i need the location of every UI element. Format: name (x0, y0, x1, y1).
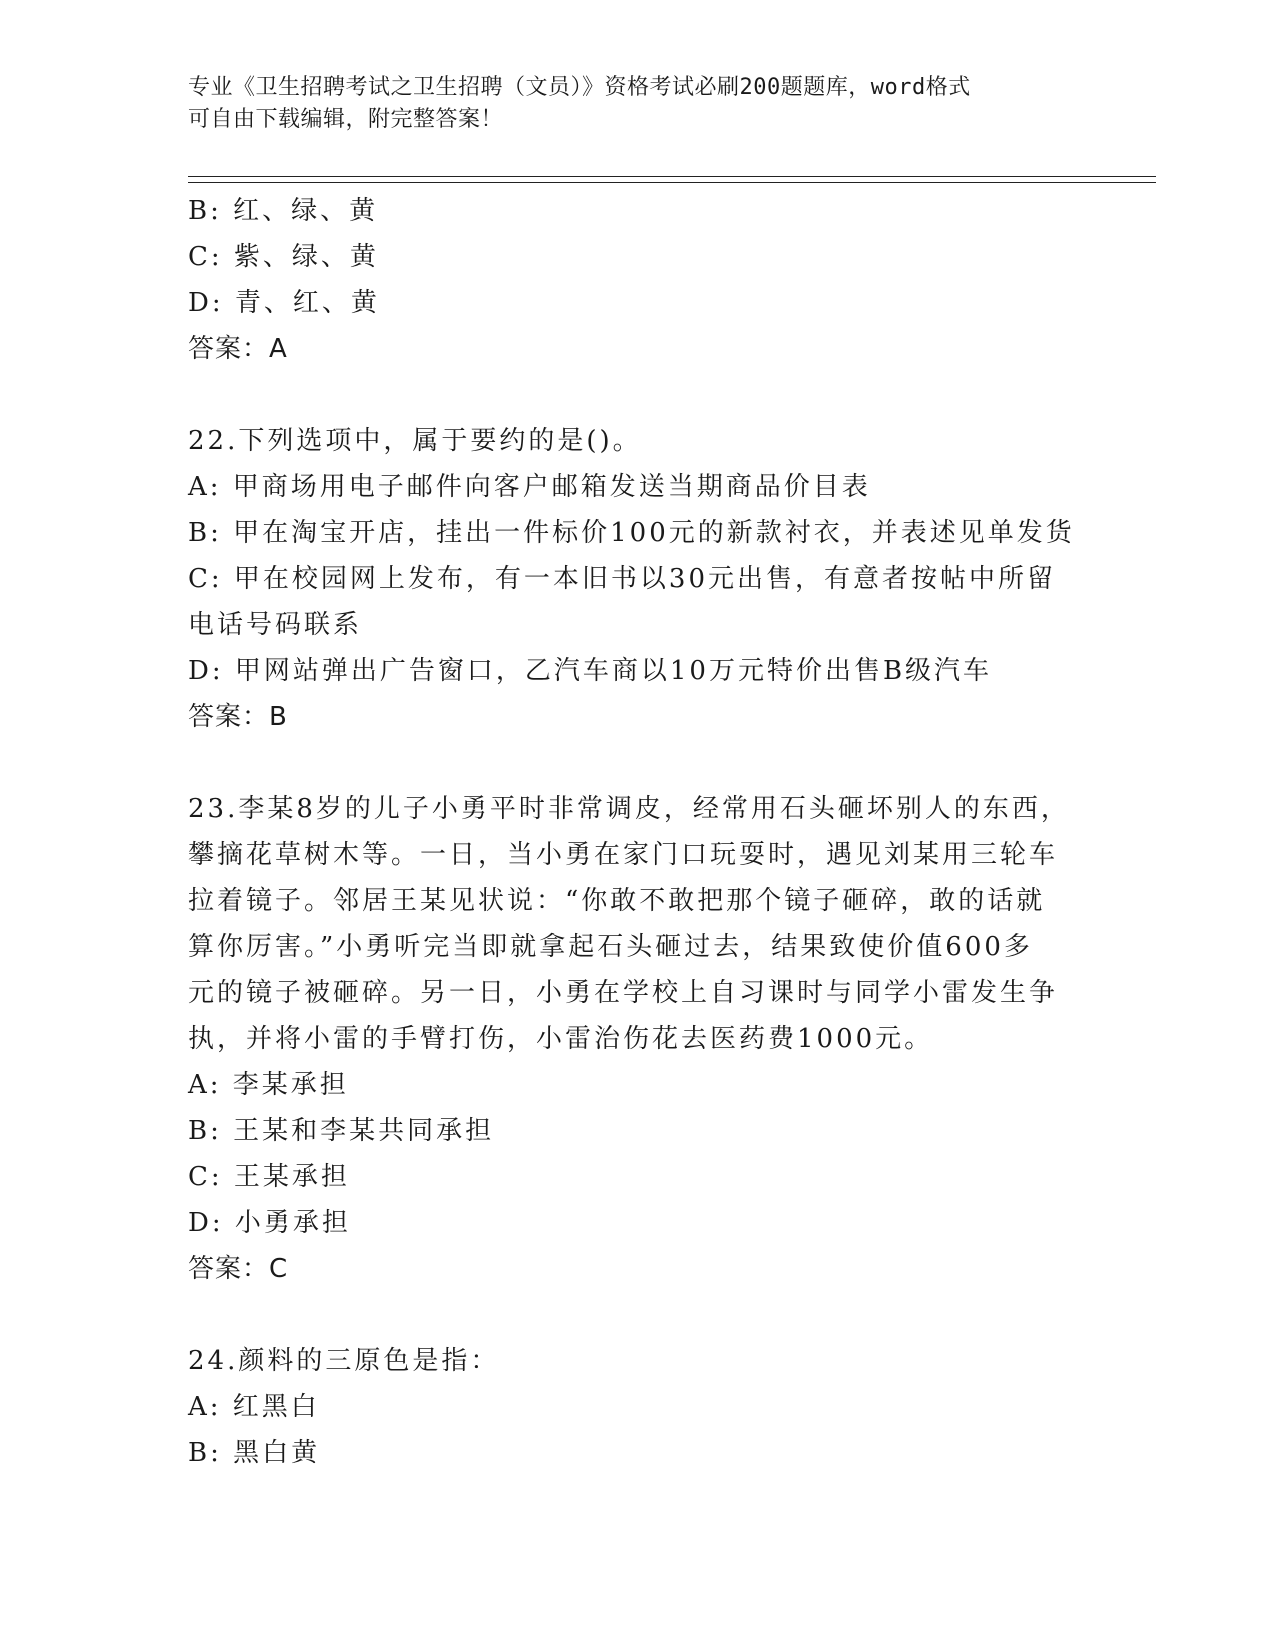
question-stem: 23.李某8岁的儿子小勇平时非常调皮，经常用石头砸坏别人的东西， (188, 794, 1070, 824)
option-d: D: 甲网站弹出广告窗口，乙汽车商以10万元特价出售B级汽车 (188, 656, 993, 686)
option-a: A: 李某承担 (188, 1070, 349, 1100)
question-stem: 拉着镜子。邻居王某见状说：“你敢不敢把那个镜子砸碎，敢的话就 (188, 886, 1046, 916)
document-header (188, 72, 1068, 136)
spacer (188, 740, 1088, 786)
question-stem: 执，并将小雷的手臂打伤，小雷治伤花去医药费1000元。 (188, 1024, 934, 1054)
answer: 答案：B (188, 702, 288, 732)
option-b: B: 黑白黄 (188, 1438, 321, 1468)
question-content (188, 188, 1088, 1476)
option-c: C: 紫、绿、黄 (188, 242, 379, 272)
option-a: A: 甲商场用电子邮件向客户邮箱发送当期商品价目表 (188, 472, 871, 502)
header-line-1: 专业《卫生招聘考试之卫生招聘（文员）》资格考试必刷200题题库，word格式 (188, 75, 971, 100)
question-stem: 22.下列选项中，属于要约的是()。 (188, 426, 642, 456)
answer: 答案：A (188, 334, 288, 364)
question-stem: 攀摘花草树木等。一日，当小勇在家门口玩耍时，遇见刘某用三轮车 (188, 840, 1059, 870)
header-divider-bottom (188, 182, 1156, 183)
option-c-continued: 电话号码联系 (188, 610, 363, 640)
option-c: C: 王某承担 (188, 1162, 350, 1192)
answer: 答案：C (188, 1254, 289, 1284)
option-b: B: 王某和李某共同承担 (188, 1116, 495, 1146)
header-divider-top (188, 176, 1156, 177)
option-a: A: 红黑白 (188, 1392, 320, 1422)
spacer (188, 372, 1088, 418)
spacer (188, 1292, 1088, 1338)
option-b: B: 甲在淘宝开店，挂出一件标价100元的新款衬衣，并表述见单发货 (188, 518, 1075, 548)
header-line-2: 可自由下载编辑，附完整答案！ (188, 107, 504, 132)
question-stem: 算你厉害。”小勇听完当即就拿起石头砸过去，结果致使价值600多 (188, 932, 1033, 962)
option-d: D: 青、红、黄 (188, 288, 380, 318)
option-b: B: 红、绿、黄 (188, 196, 379, 226)
question-stem: 24.颜料的三原色是指： (188, 1346, 500, 1376)
option-d: D: 小勇承担 (188, 1208, 351, 1238)
option-c: C: 甲在校园网上发布，有一本旧书以30元出售，有意者按帖中所留 (188, 564, 1057, 594)
question-stem: 元的镜子被砸碎。另一日，小勇在学校上自习课时与同学小雷发生争 (188, 978, 1059, 1008)
